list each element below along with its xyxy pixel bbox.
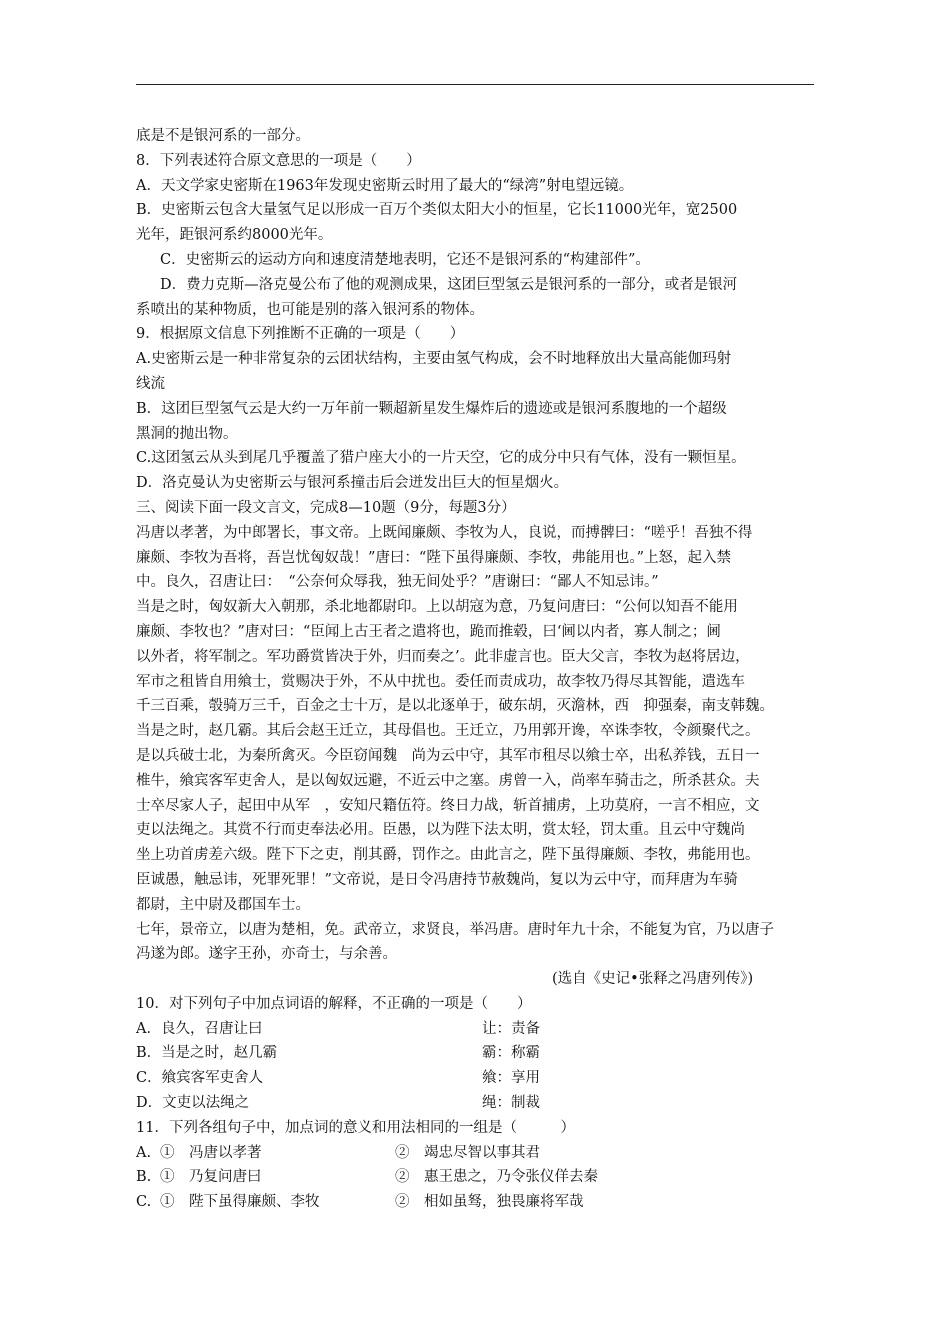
q11-first: ① 陛下虽得廉颇、李牧 — [160, 1194, 320, 1211]
q11-option-b — [136, 1165, 826, 1190]
q11-letter: B. — [136, 1169, 152, 1186]
passage-line: 当是之时，赵几霸。其后会赵王迁立，其母倡也。王迁立，乃用郭开谗，卒诛李牧，令颜聚代之。 — [136, 723, 760, 740]
q11-second: ② 竭忠尽智以事其君 — [395, 1144, 540, 1161]
question-9-stem: 9．根据原文信息下列推断不正确的一项是（ ） — [136, 326, 465, 343]
passage-line: 是以兵破士北，为秦所禽灭。今臣窃闻魏 尚为云中守，其军市租尽以飨士卒，出私养钱，五日一 — [136, 747, 760, 764]
text-line: 底是不是银河系的一部分。 — [136, 128, 310, 144]
q8-option-a: A．天文学家史密斯在1963年发现史密斯云时用了最大的“绿湾”射电望远镜。 — [136, 177, 634, 194]
passage-line: 廉颇、李牧也？”唐对曰：“臣闻上古王者之遣将也，跪而推毂，曰‘阃以内者，寡人制之；阃 — [136, 623, 721, 640]
passage-line: 七年，景帝立，以唐为楚相，免。武帝立，求贤良，举冯唐。唐时年九十余，不能复为官，乃以唐子 — [136, 921, 774, 938]
q10-gloss: 绳：制裁 — [482, 1095, 540, 1112]
q11-second: ② 惠王患之，乃令张仪佯去秦 — [395, 1169, 598, 1186]
q8-option-d-cont: 系喷出的某种物质，也可能是别的落入银河系的物体。 — [136, 301, 484, 318]
passage-line: 士卒尽家人子，起田中从军 ，安知尺籍伍符。终日力战，斩首捕虏，上功莫府，一言不相应，文 — [136, 797, 760, 814]
q11-letter: A. — [136, 1144, 152, 1161]
passage-line: 吏以法绳之。其赏不行而吏奉法必用。臣愚，以为陛下法太明，赏太轻，罚太重。且云中守魏尚 — [136, 822, 745, 839]
q10-gloss: 让：责备 — [482, 1020, 540, 1037]
q11-first: ① 乃复问唐曰 — [160, 1169, 262, 1186]
q10-option-d — [136, 1091, 826, 1116]
q11-second: ② 相如虽驽，独畏廉将军哉 — [395, 1194, 584, 1211]
q10-gloss: 飨：享用 — [482, 1070, 540, 1087]
q8-option-d: D．费力克斯—洛克曼公布了他的观测成果，这团巨型氢云是银河系的一部分，或者是银河 — [160, 276, 738, 293]
q8-option-b-cont: 光年，距银河系约8000光年。 — [136, 227, 333, 244]
q10-option-a — [136, 1017, 826, 1042]
q10-gloss: 霸：称霸 — [482, 1045, 540, 1062]
q10-sentence: C．飨宾客军吏舍人 — [136, 1070, 264, 1087]
passage-line: 当是之时，匈奴新大入朝那，杀北地都尉印。上以胡寇为意，乃复问唐曰：“公何以知吾不能用 — [136, 599, 738, 616]
q9-option-a: A.史密斯云是一种非常复杂的云团状结构，主要由氢气构成，会不时地释放出大量高能伽玛射 — [136, 351, 732, 368]
q10-option-b — [136, 1041, 826, 1066]
q8-option-b: B．史密斯云包含大量氢气足以形成一百万个类似太阳大小的恒星，它长11000光年，宽2500 — [136, 202, 738, 219]
q11-option-c — [136, 1190, 826, 1215]
q10-option-c — [136, 1066, 826, 1091]
q9-option-a-cont: 线流 — [136, 375, 165, 392]
q9-option-d: D．洛克曼认为史密斯云与银河系撞击后会迸发出巨大的恒星烟火。 — [136, 475, 569, 492]
passage-line: 廉颇、李牧为吾将，吾岂忧匈奴哉！”唐曰：“陛下虽得廉颇、李牧，弗能用也。”上怒，起入禁 — [136, 549, 731, 566]
document-body — [136, 124, 826, 1215]
q11-first: ① 冯唐以孝著 — [160, 1144, 262, 1161]
q9-option-b: B．这团巨型氢气云是大约一万年前一颗超新星发生爆炸后的遗迹或是银河系腹地的一个超级 — [136, 400, 727, 417]
q11-option-a — [136, 1141, 826, 1166]
passage-line: 冯遂为郎。遂字王孙，亦奇士，与余善。 — [136, 946, 397, 963]
q10-sentence: D．文吏以法绳之 — [136, 1095, 250, 1112]
question-10-stem: 10．对下列句子中加点词语的解释，不正确的一项是（ ） — [136, 995, 532, 1012]
header-rule — [136, 84, 814, 85]
question-11-stem: 11．下列各组句子中，加点词的意义和用法相同的一组是（ ） — [136, 1119, 575, 1136]
q8-option-c: C．史密斯云的运动方向和速度清楚地表明，它还不是银河系的“构建部件”。 — [160, 251, 650, 268]
passage-source: (选自《史记•张释之冯唐列传》) — [552, 971, 754, 988]
q9-option-b-cont: 黑洞的抛出物。 — [136, 425, 238, 442]
passage-line: 冯唐以孝著，为中郎署长，事文帝。上既闻廉颇、李牧为人，良说，而搏髀曰：“嗟乎！吾独不得 — [136, 524, 753, 541]
section-3-heading: 三、阅读下面一段文言文，完成8—10题（9分，每题3分） — [136, 499, 516, 516]
passage-line: 以外者，将军制之。军功爵赏皆决于外，归而奏之’。此非虚言也。臣大父言，李牧为赵将居边， — [136, 648, 750, 665]
passage-line: 坐上功首虏差六级。陛下下之吏，削其爵，罚作之。由此言之，陛下虽得廉颇、李牧，弗能用也。 — [136, 847, 760, 864]
passage-line: 中。良久，召唐让曰： “公奈何众辱我，独无间处乎？”唐谢曰：“鄙人不知忌讳。” — [136, 574, 659, 591]
passage-line: 臣诚愚，触忌讳，死罪死罪！”文帝说，是日令冯唐持节赦魏尚，复以为云中守，而拜唐为车骑 — [136, 871, 738, 888]
passage-line: 军市之租皆自用飨士，赏赐决于外，不从中扰也。委任而责成功，故李牧乃得尽其智能，遣选车 — [136, 673, 745, 690]
question-8-stem: 8．下列表述符合原文意思的一项是（ ） — [136, 152, 421, 169]
q10-sentence: B．当是之时，赵几霸 — [136, 1045, 278, 1062]
passage-line: 椎牛，飨宾客军吏舍人，是以匈奴远避，不近云中之塞。虏曾一入，尚率车骑击之，所杀甚众。夫 — [136, 772, 760, 789]
passage-line: 都尉，主中尉及郡国车士。 — [136, 896, 310, 913]
passage-line: 千三百乘，彀骑万三千，百金之士十万，是以北逐单于，破东胡，灭澹林，西 抑强秦，南支韩魏。 — [136, 698, 774, 715]
q9-option-c: C.这团氢云从头到尾几乎覆盖了猎户座大小的一片天空，它的成分中只有气体，没有一颗恒星。 — [136, 450, 746, 467]
q11-letter: C. — [136, 1194, 152, 1211]
q10-sentence: A．良久，召唐让曰 — [136, 1020, 263, 1037]
